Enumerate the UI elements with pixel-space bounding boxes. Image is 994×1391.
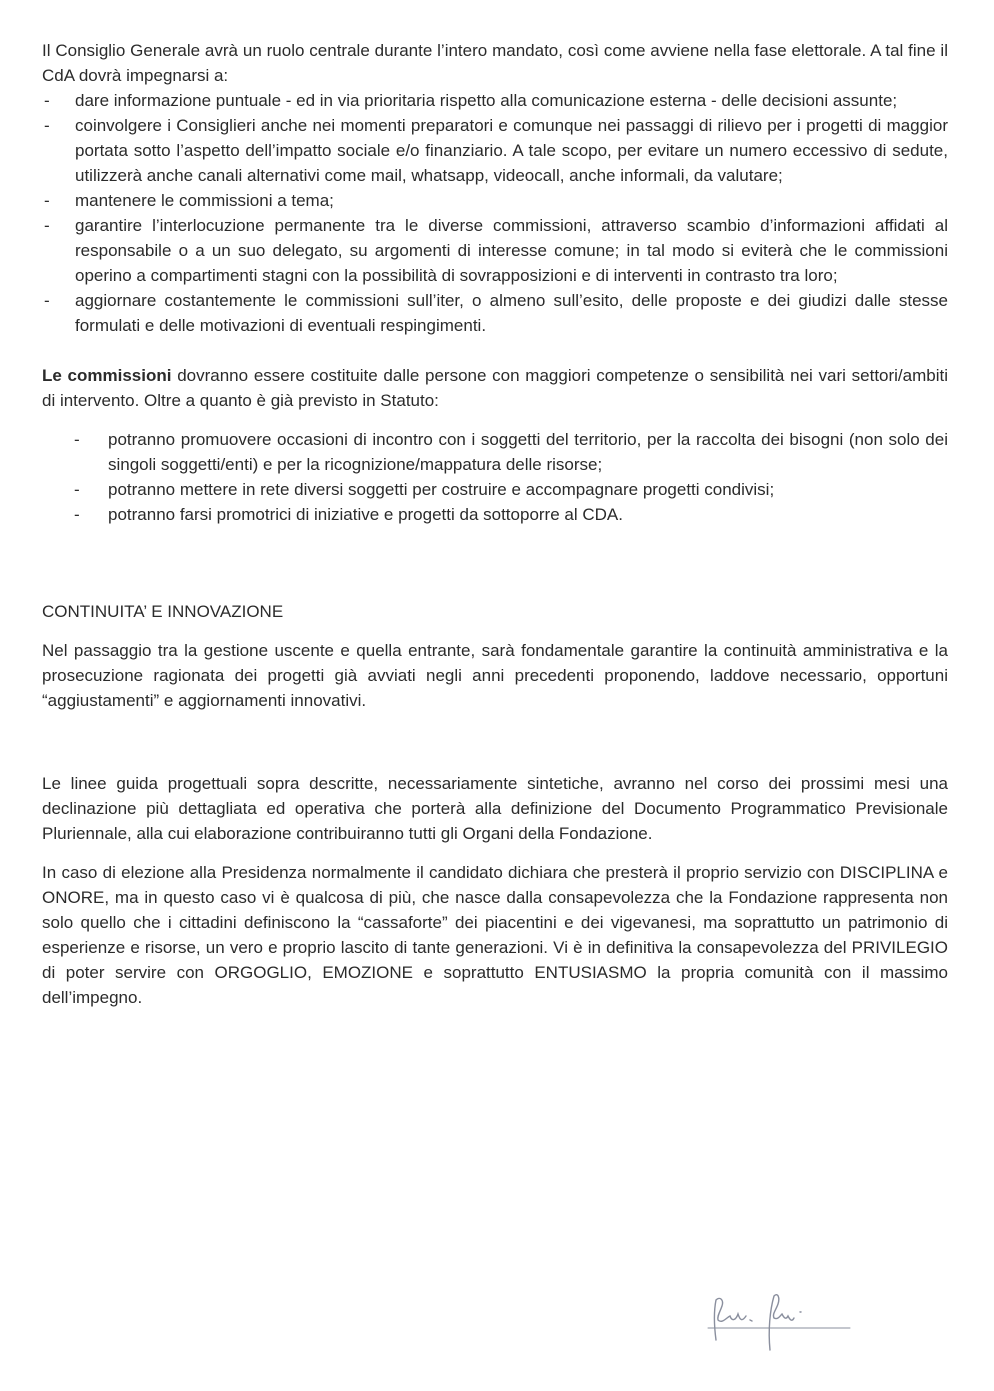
list-item: - mantenere le commissioni a tema; (42, 188, 948, 213)
commissions-paragraph (42, 363, 948, 413)
list-item: - dare informazione puntuale - ed in via prioritaria rispetto alla comunicazione esterna - delle decisioni assunte; (42, 88, 948, 113)
list-item: - potranno mettere in rete diversi soggetti per costruire e accompagnare progetti condivisi; (42, 477, 948, 502)
continuity-paragraph: Nel passaggio tra la gestione uscente e quella entrante, sarà fondamentale garantire la continuità amministrativa e la prosecuzione ragionata dei progetti già avviati negli anni precedenti proponendo, laddove necessario, opportuni “aggiustamenti” e aggiornamenti innovativi. (42, 641, 948, 710)
intro-paragraph: Il Consiglio Generale avrà un ruolo centrale durante l’intero mandato, così come avviene nella fase elettorale. A tal fine il CdA dovrà impegnarsi a: (42, 41, 948, 85)
commissions-bullet-list (42, 427, 948, 527)
guidelines-paragraph: Le linee guida progettuali sopra descritte, necessariamente sintetiche, avranno nel corso dei prossimi mesi una declinazione più dettagliata ed operativa che porterà alla definizione del Documento Programmatico Previsionale Pluriennale, alla cui elaborazione contribuiranno tutti gli Organi della Fondazione. (42, 774, 948, 843)
commissions-text: dovranno essere costituite dalle persone con maggiori competenze o sensibilità nei vari settori/ambiti di intervento. Oltre a quanto è già previsto in Statuto: (42, 366, 948, 410)
list-item: - potranno promuovere occasioni di incontro con i soggetti del territorio, per la raccolta dei bisogni (non solo dei singoli soggetti/enti) e per la ricognizione/mappatura delle risorse; (42, 427, 948, 477)
list-item: - aggiornare costantemente le commissioni sull’iter, o almeno sull’esito, delle proposte e dei giudizi dalle stesse formulati e delle motivazioni di eventuali respingimenti. (42, 288, 948, 338)
section-heading-continuity: CONTINUITA’ E INNOVAZIONE (42, 602, 284, 621)
document-page (42, 38, 948, 1010)
signature-icon (700, 1290, 860, 1370)
commissions-bold-lead: Le commissioni (42, 366, 172, 385)
list-item: - coinvolgere i Consiglieri anche nei momenti preparatori e comunque nei passaggi di rilievo per i progetti di maggior portata sotto l’aspetto dell’impatto sociale e/o finanziario. A tale scopo, per evitare un numero eccessivo di sedute, utilizzerà anche canali alternativi come mail, whatsapp, videocall, anche informali, da valutare; (42, 113, 948, 188)
intro-bullet-list (42, 88, 948, 338)
list-item: - potranno farsi promotrici di iniziative e progetti da sottoporre al CDA. (42, 502, 948, 527)
list-item: - garantire l’interlocuzione permanente tra le diverse commissioni, attraverso scambio d’informazioni affidati al responsabile o a un suo delegato, su argomenti di interesse comune; in tal modo si eviterà che le commissioni operino a compartimenti stagni con la possibilità di sovrapposizioni e di interventi in contrasto tra loro; (42, 213, 948, 288)
closing-paragraph: In caso di elezione alla Presidenza normalmente il candidato dichiara che presterà il proprio servizio con DISCIPLINA e ONORE, ma in questo caso vi è qualcosa di più, che nasce dalla consapevolezza che la Fondazione rappresenta non solo quello che i cittadini definiscono la “cassaforte” dei piacentini e dei vigevanesi, ma soprattutto un patrimonio di esperienze e risorse, un vero e proprio lascito di tante generazioni. Vi è in definitiva la consapevolezza del PRIVILEGIO di poter servire con ORGOGLIO, EMOZIONE e soprattutto ENTUSIASMO la propria comunità con il massimo dell’impegno. (42, 863, 948, 1007)
